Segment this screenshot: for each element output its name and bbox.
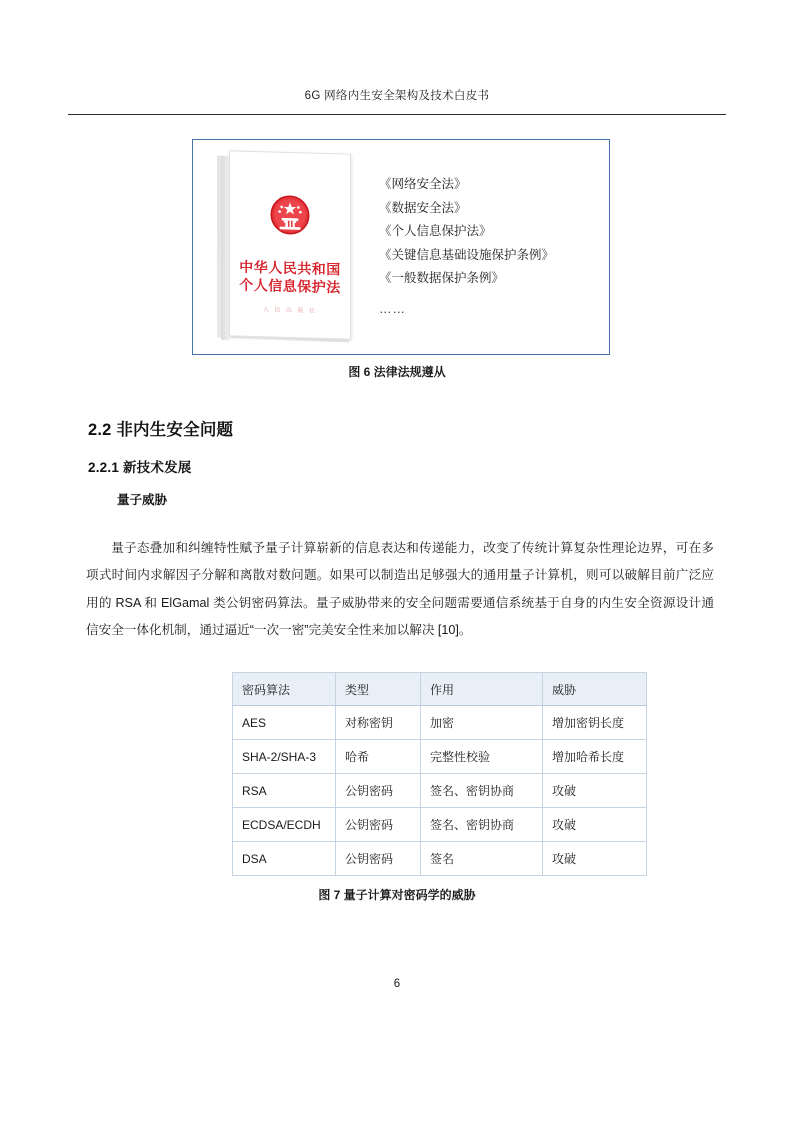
header-title: 6G 网络内生安全架构及技术白皮书 [304,90,490,102]
figure-6-content [193,140,609,354]
crypto-threat-table [232,672,647,876]
body-paragraph: 量子态叠加和纠缠特性赋予量子计算崭新的信息表达和传递能力，改变了传统计算复杂性理论边界，可在多项式时间内求解因子分解和离散对数问题。如果可以制造出足够强大的通用量子计算机，则可以破解目前广泛应用的 RSA 和 ElGamal 类公钥密码算法。量子威胁带来的安全问题需要通信系统基于自身的内生安全资源设计通信安全一体化机制，通过逼近“一次一密”完美安全性来加以解决 [10]。 [86,540,714,638]
cell-algorithm: AES [233,706,336,740]
table-row [233,808,647,842]
book-title [230,259,350,298]
column-header-function: 作用 [421,673,543,706]
topic-heading: 量子威胁 [117,493,168,507]
cell-threat: 攻破 [543,774,647,808]
law-book-illustration [217,150,357,340]
cell-algorithm: SHA-2/SHA-3 [233,740,336,774]
cell-threat: 攻破 [543,808,647,842]
cell-function: 加密 [421,706,543,740]
cell-threat: 攻破 [543,842,647,876]
cell-threat: 增加哈希长度 [543,740,647,774]
section-heading: 2.2 非内生安全问题 [88,421,234,439]
list-item: 《网络安全法》 [379,177,467,191]
law-list [379,173,554,321]
column-header-type: 类型 [336,673,421,706]
cell-type: 公钥密码 [336,774,421,808]
cell-algorithm: DSA [233,842,336,876]
figure-7-caption: 图 7 量子计算对密码学的威胁 [318,888,476,902]
book-cover [229,150,351,339]
cell-type: 公钥密码 [336,808,421,842]
cell-algorithm: RSA [233,774,336,808]
page-number: 6 [393,978,401,990]
table-row [233,706,647,740]
figure-6-caption: 图 6 法律法规遵从 [348,365,446,379]
cell-algorithm: ECDSA/ECDH [233,808,336,842]
cell-function: 完整性校验 [421,740,543,774]
list-item: 《数据安全法》 [379,200,467,215]
cell-function: 签名、密钥协商 [421,808,543,842]
table-header-row [233,673,647,706]
cell-threat: 增加密钥长度 [543,706,647,740]
table-row [233,842,647,876]
header-divider [68,114,726,115]
running-header [68,88,726,104]
subsection-heading: 2.2.1 新技术发展 [88,460,192,475]
column-header-algorithm: 密码算法 [233,673,336,706]
list-item: 《一般数据保护条例》 [379,271,505,285]
table-row [233,740,647,774]
figure-6-container [192,139,610,355]
list-item: 《关键信息基础设施保护条例》 [379,247,555,262]
book-title-line2: 个人信息保护法 [239,278,341,297]
table-row [233,774,647,808]
cell-type: 公钥密码 [336,842,421,876]
list-item: 《个人信息保护法》 [379,224,492,238]
cell-function: 签名、密钥协商 [421,774,543,808]
book-title-line1: 中华人民共和国 [239,260,341,279]
list-ellipsis: …… [379,301,406,316]
cell-function: 签名 [421,842,543,876]
cell-type: 对称密钥 [336,706,421,740]
book-publisher: 人 民 出 版 社 [262,307,317,315]
national-emblem-icon [264,188,316,241]
cell-type: 哈希 [336,740,421,774]
column-header-threat: 威胁 [543,673,647,706]
